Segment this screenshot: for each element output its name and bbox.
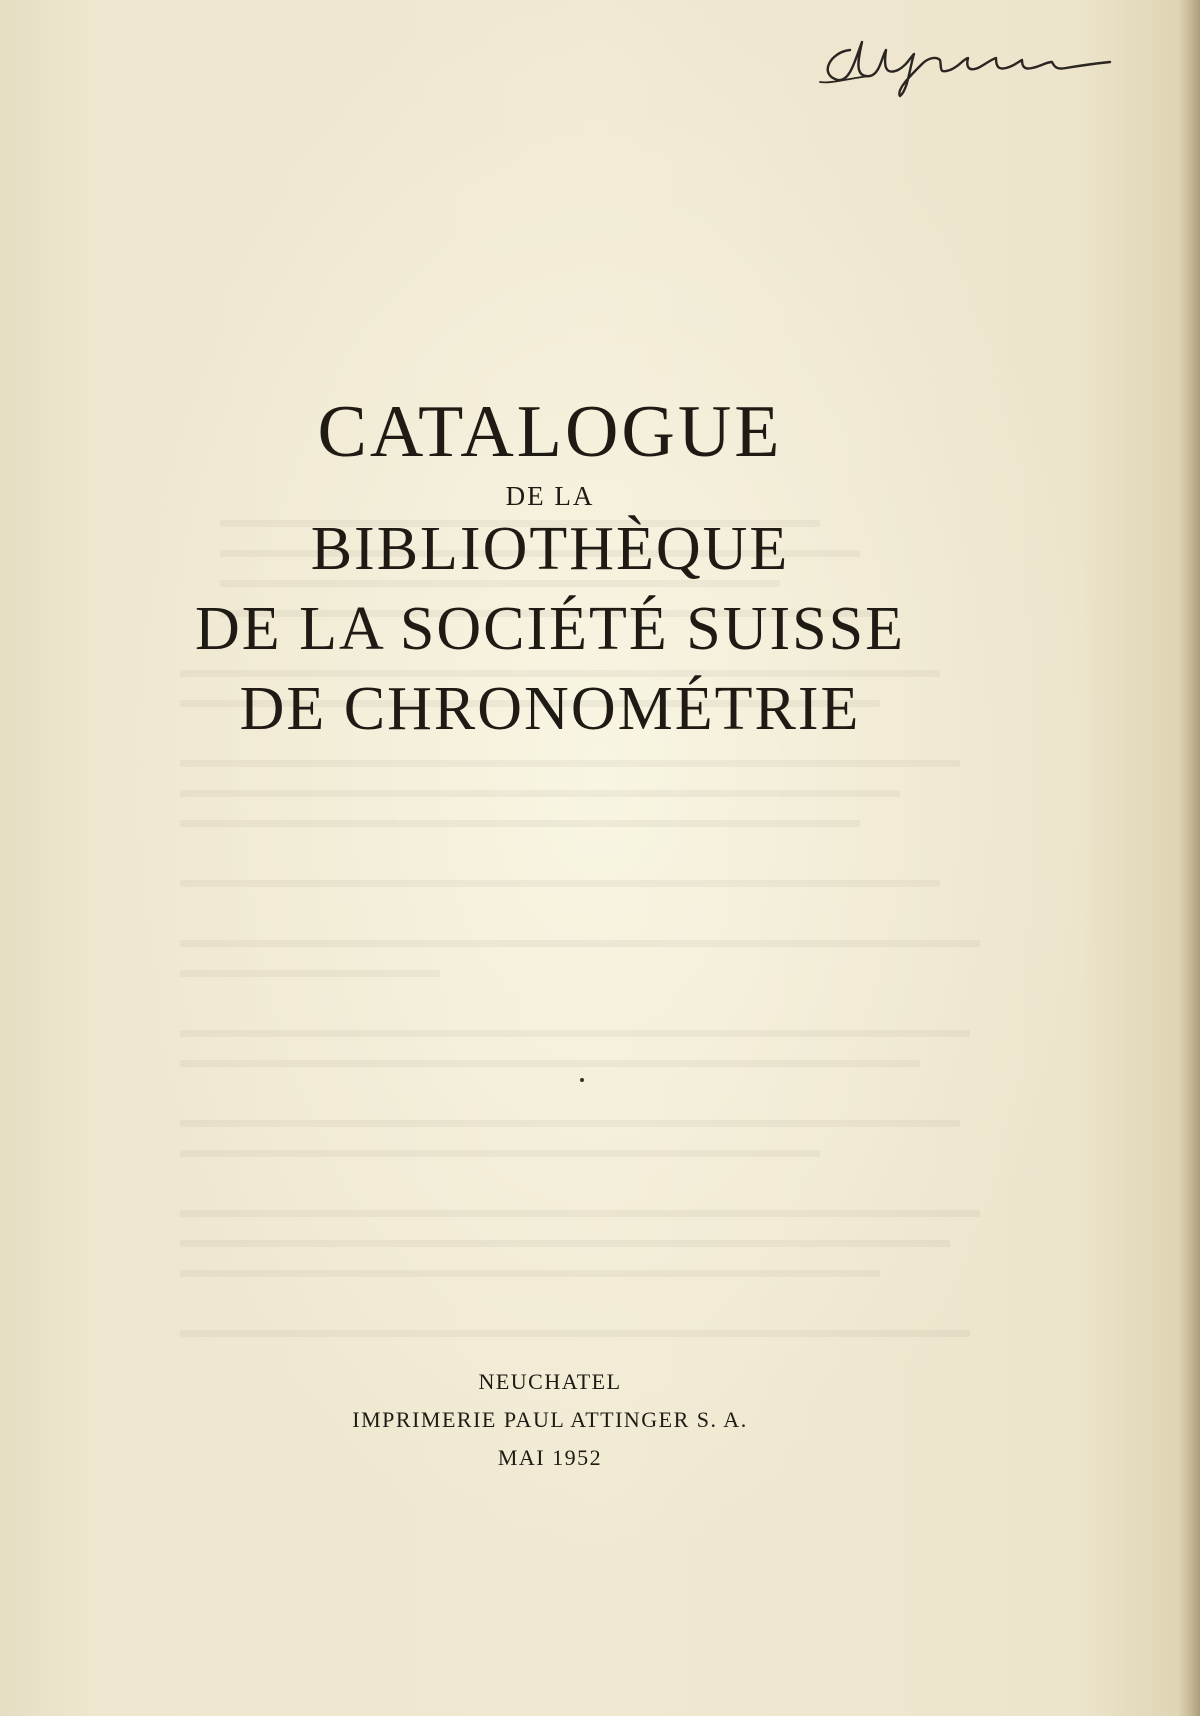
imprint-city: NEUCHATEL (478, 1369, 622, 1394)
imprint-date: MAI 1952 (497, 1445, 603, 1471)
imprint-printer: IMPRIMERIE PAUL ATTINGER S. A. (352, 1407, 748, 1433)
title-societe-suisse: DE LA SOCIÉTÉ SUISSE (195, 595, 905, 663)
handwritten-signature (810, 20, 1150, 100)
paper-speck (580, 1078, 584, 1082)
imprint-block (0, 1370, 1100, 1485)
page-edge-shadow (1178, 0, 1200, 1716)
title-bibliotheque: BIBLIOTHÈQUE (310, 515, 790, 583)
title-block (0, 391, 1100, 743)
title-de-la: DE LA (505, 481, 595, 511)
title-catalogue: CATALOGUE (317, 391, 783, 473)
title-chronometrie: DE CHRONOMÉTRIE (239, 675, 861, 743)
